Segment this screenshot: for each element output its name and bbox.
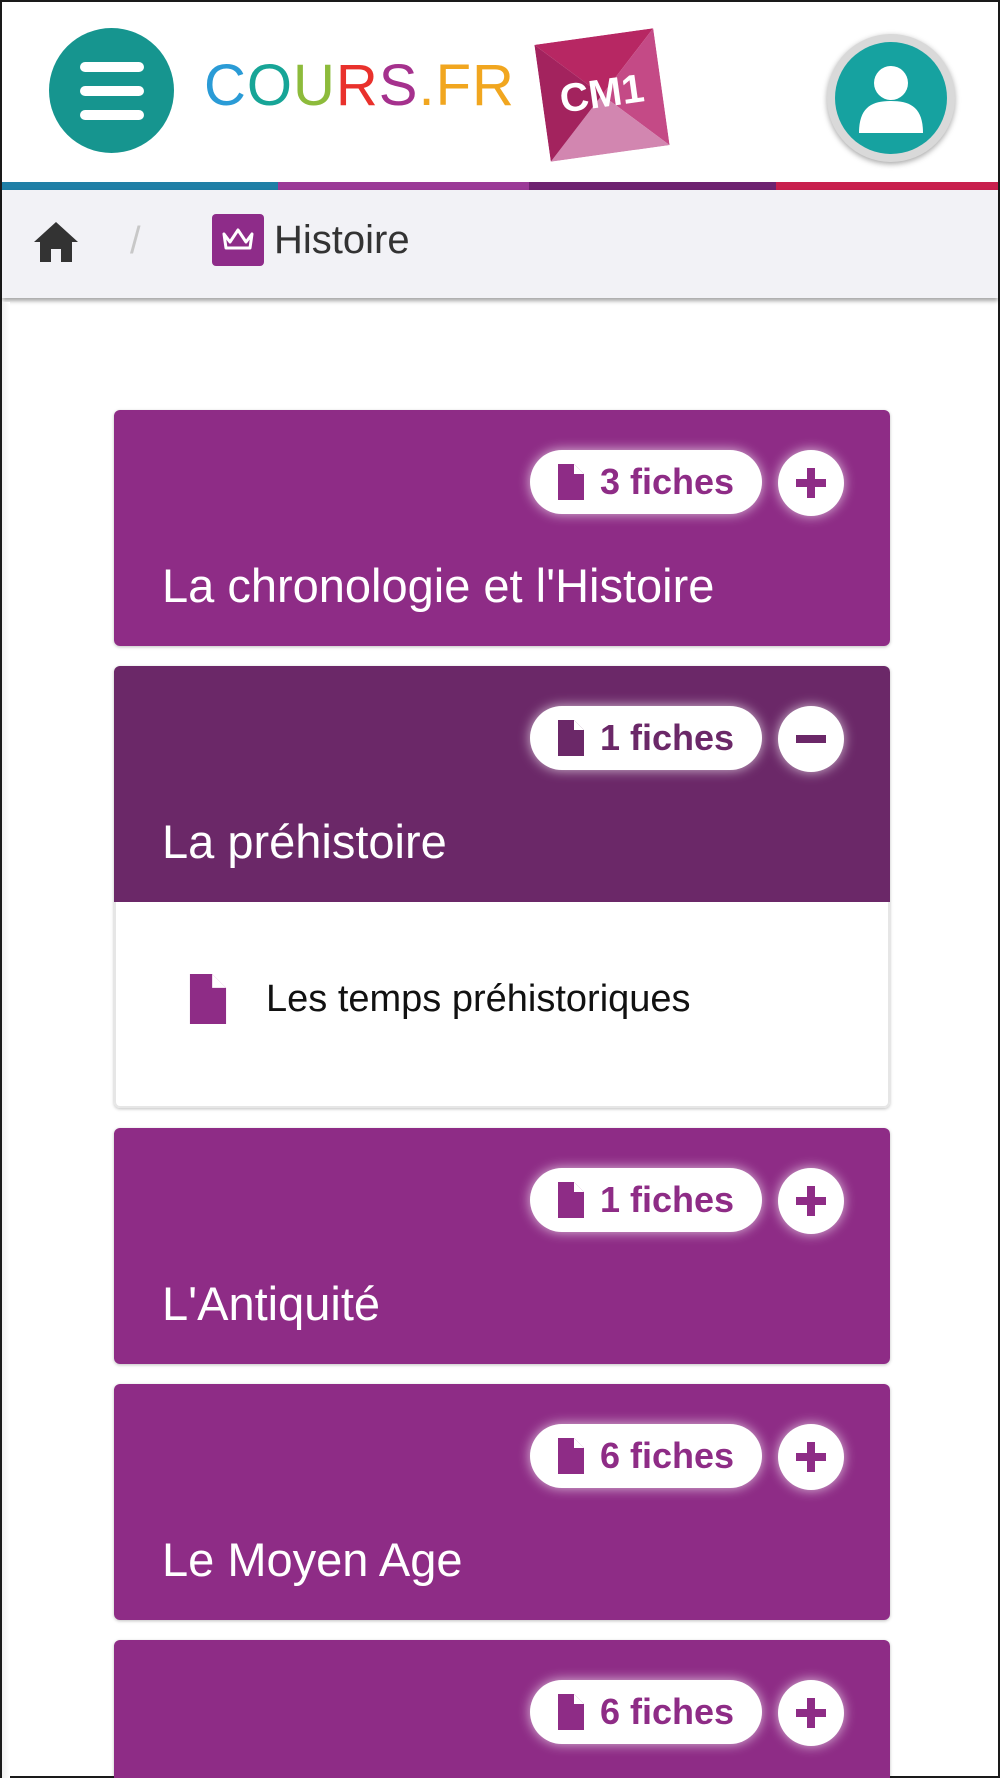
chapter-title: Le Moyen Age (162, 1533, 463, 1586)
menu-button[interactable] (49, 28, 174, 153)
app-header (2, 2, 998, 182)
breadcrumb-item-histoire[interactable] (212, 214, 410, 266)
site-logo[interactable] (204, 53, 515, 118)
logo-letter: C (204, 53, 247, 118)
chapter-header[interactable] (114, 410, 890, 646)
logo-letter: U (293, 53, 336, 118)
stripe-segment (529, 182, 776, 190)
fiches-count-badge (530, 1680, 762, 1744)
left-edge-shadow (2, 302, 10, 1778)
chapter-title: L'Antiquité (162, 1277, 381, 1330)
document-icon (558, 720, 584, 756)
logo-letter: F (435, 53, 473, 118)
expand-button[interactable] (778, 1168, 844, 1234)
document-icon (188, 974, 228, 1024)
breadcrumb-label: Histoire (274, 217, 410, 262)
fiches-count: 1 fiches (599, 1179, 735, 1220)
list-item-fiche[interactable] (188, 974, 691, 1024)
fiches-count-badge (530, 706, 762, 770)
stripe-segment (278, 182, 529, 190)
color-stripe (2, 182, 998, 190)
user-icon (835, 42, 947, 154)
breadcrumb-separator: / (130, 220, 141, 262)
hamburger-icon-bar (80, 86, 144, 96)
fiches-count-badge (530, 1168, 762, 1232)
fiches-count-badge (530, 450, 762, 514)
document-icon (558, 1694, 584, 1730)
plus-icon (794, 1696, 828, 1730)
stripe-segment (2, 182, 278, 190)
chapter-title: La chronologie et l'Histoire (162, 559, 715, 612)
chapter-card (114, 1128, 890, 1364)
document-icon (558, 1438, 584, 1474)
plus-icon (794, 1440, 828, 1474)
collapse-button[interactable] (778, 706, 844, 772)
hamburger-icon-bar (80, 110, 144, 120)
logo-letter: R (472, 53, 515, 118)
chapter-header[interactable] (114, 1384, 890, 1620)
plus-icon (794, 1184, 828, 1218)
chapter-card (114, 1640, 890, 1778)
crown-icon (212, 214, 264, 266)
user-avatar-button[interactable] (827, 34, 955, 162)
chapter-card (114, 1384, 890, 1620)
fiches-count-badge (530, 1424, 762, 1488)
stripe-segment (776, 182, 998, 190)
chapter-content (114, 902, 890, 1108)
hamburger-icon-bar (80, 62, 144, 72)
expand-button[interactable] (778, 450, 844, 516)
expand-button[interactable] (778, 1424, 844, 1490)
document-icon (558, 1182, 584, 1218)
breadcrumb (2, 190, 998, 298)
logo-letter: O (246, 53, 294, 118)
expand-button[interactable] (778, 1680, 844, 1746)
home-icon[interactable] (32, 218, 80, 266)
chapter-header[interactable] (114, 1640, 890, 1778)
chapter-header[interactable] (114, 1128, 890, 1364)
minus-icon (794, 722, 828, 756)
chapter-card (114, 410, 890, 646)
chapter-header[interactable] (114, 666, 890, 902)
grade-badge[interactable] (534, 28, 669, 162)
fiches-count: 3 fiches (599, 461, 735, 502)
chapter-card (114, 666, 890, 1108)
fiche-label: Les temps préhistoriques (266, 977, 691, 1020)
fiches-count: 6 fiches (599, 1691, 735, 1732)
document-icon (558, 464, 584, 500)
logo-letter: . (418, 53, 436, 118)
fiches-count: 1 fiches (599, 717, 735, 758)
fiches-count: 6 fiches (599, 1435, 735, 1476)
logo-letter: S (378, 53, 419, 118)
plus-icon (794, 466, 828, 500)
chapter-title: La préhistoire (162, 815, 447, 868)
grade-label: CM1 (556, 66, 647, 122)
logo-letter: R (335, 53, 379, 118)
